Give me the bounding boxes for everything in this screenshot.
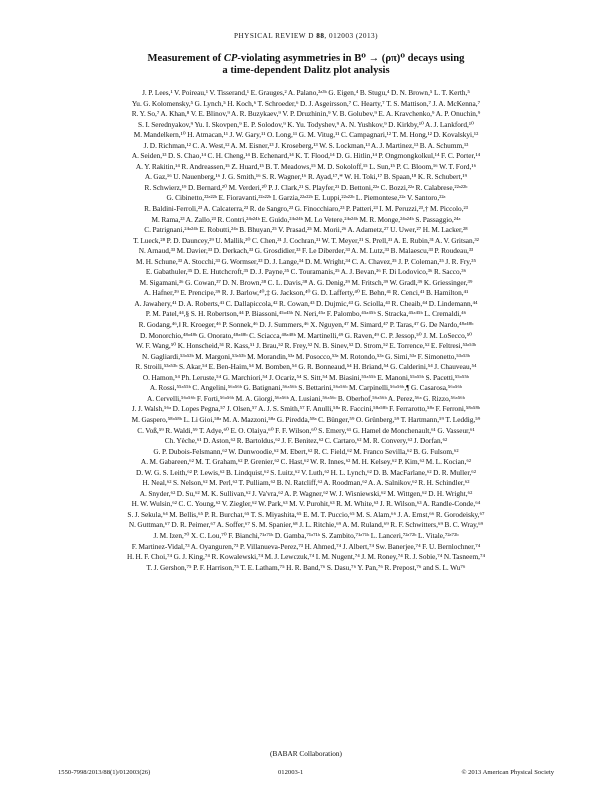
author-line: Yu. G. Kolomensky,⁵ G. Lynch,⁵ H. Koch,⁶ T. Schroeder,⁶ D. J. Asgeirsson,⁷ C. Hearty,⁷ T. S. Mattison,⁷ J. A. McKenna,⁷ <box>131 98 481 108</box>
page-number: 012003-1 <box>278 769 304 776</box>
author-line: M. H. Schune,³³ A. Stocchi,³³ G. Wormser,³³ D. J. Lange,³⁴ D. M. Wright,³⁴ C. A. Chavez,³⁵ J. P. Coleman,³⁵ J. R. Fry,³⁵ <box>135 256 477 266</box>
author-line: W. F. Wang,⁵⁰ K. Honscheid,⁵¹ R. Kass,⁵¹ J. Brau,⁵² R. Frey,⁵² N. B. Sinev,⁵² D. Strom,⁵² E. Torrence,⁵² E. Feltresi,⁵³ᵃ⁵³ᵇ <box>135 341 477 351</box>
title-decay: B⁰ → (ρπ)⁰ <box>354 53 405 64</box>
author-line: M. Mandelkern,¹⁰ H. Atmacan,¹¹ J. W. Gary,¹¹ O. Long,¹¹ G. M. Vitug,¹¹ C. Campagnari,¹² T. M. Hong,¹² D. Kovalskyi,¹² <box>133 130 479 140</box>
author-line: A. Jawahery,⁴¹ D. A. Roberts,⁴¹ C. Dallapiccola,⁴² R. Cowan,⁴³ D. Dujmic,⁴³ G. Sciolla,⁴³ R. Cheaib,⁴⁴ D. Lindemann,⁴⁴ <box>134 298 478 308</box>
copyright-notice: © 2013 American Physical Society <box>461 769 554 776</box>
author-line: Ch. Yèche,⁶¹ D. Aston,⁶² R. Bartoldus,⁶² J. F. Benitez,⁶² C. Cartaro,⁶² M. R. Convery,⁶² J. Dorfan,⁶² <box>164 436 448 446</box>
author-line: G. Cibinetto,²²ᵃ²²ᵇ E. Fioravanti,²²ᵃ²²ᵇ I. Garzia,²²ᵃ²²ᵇ E. Luppi,²²ᵃ²²ᵇ L. Piemontese,²²ᵃ V. Santoro,²²ᵃ <box>166 193 446 203</box>
article-ref: , 012003 (2013) <box>324 32 379 40</box>
paper-title <box>0 53 612 77</box>
title-line-1 <box>0 53 612 65</box>
title-cp: CP <box>223 53 238 64</box>
author-line: E. Gabathuler,³⁵ D. E. Hutchcroft,³⁵ D. J. Payne,³⁵ C. Touramanis,³⁵ A. J. Bevan,³⁶ F. Di Lodovico,³⁶ R. Sacco,³⁶ <box>145 267 467 277</box>
title-mid: -violating asymmetries in <box>237 53 355 64</box>
author-line: R. Godang,⁴⁶,‖ R. Kroeger,⁴⁶ P. Sonnek,⁴⁶ D. J. Summers,⁴⁶ X. Nguyen,⁴⁷ M. Simard,⁴⁷ P. Taras,⁴⁷ G. De Nardo,⁴⁸ᵃ⁴⁸ᵇ <box>138 320 474 330</box>
author-line: N. Gagliardi,⁵³ᵃ⁵³ᵇ M. Margoni,⁵³ᵃ⁵³ᵇ M. Morandin,⁵³ᵃ M. Posocco,⁵³ᵃ M. Rotondo,⁵³ᵃ G. Simi,⁵³ᵃ F. Simonetto,⁵³ᵃ⁵³ᵇ <box>142 351 470 361</box>
author-line: N. Arnaud,³³ M. Davier,³³ D. Derkach,³³ G. Grosdidier,³³ F. Le Diberder,³³ A. M. Lutz,³³ B. Malaescu,³³ P. Roudeau,³³ <box>138 246 474 256</box>
author-line: A. Snyder,⁶² D. Su,⁶² M. K. Sullivan,⁶² J. Va'vra,⁶² A. P. Wagner,⁶² W. J. Wisniewski,⁶² M. Wittgen,⁶² D. H. Wright,⁶² <box>139 488 473 498</box>
author-line: M. Sigamani,³⁶ G. Cowan,³⁷ D. N. Brown,³⁸ C. L. Davis,³⁸ A. G. Denig,³⁹ M. Fritsch,³⁹ W. Gradl,³⁹ K. Griessinger,³⁹ <box>139 277 473 287</box>
author-line: A. Rossi,⁵⁵ᵃ⁵⁵ᵇ C. Angelini,⁵⁶ᵃ⁵⁶ᵇ G. Batignani,⁵⁶ᵃ⁵⁶ᵇ S. Bettarini,⁵⁶ᵃ⁵⁶ᵇ M. Carpinelli,⁵⁶ᵃ⁵⁶ᵇ,¶ G. Casarosa,⁵⁶ᵃ⁵⁶ᵇ <box>149 383 463 393</box>
author-line: G. P. Dubois-Felsmann,⁶² W. Dunwoodie,⁶² M. Ebert,⁶² R. C. Field,⁶² M. Franco Sevilla,⁶² B. G. Fulsom,⁶² <box>153 446 459 456</box>
author-line: A. Cervelli,⁵⁶ᵃ⁵⁶ᵇ F. Forti,⁵⁶ᵃ⁵⁶ᵇ M. A. Giorgi,⁵⁶ᵃ⁵⁶ᵇ A. Lusiani,⁵⁶ᵃ⁵⁶ᶜ B. Oberhof,⁵⁶ᵃ⁵⁶ᵇ A. Perez,⁵⁶ᵃ G. Rizzo,⁵⁶ᵃ⁵⁶ᵇ <box>147 393 465 403</box>
author-line: A. M. Gabareen,⁶² M. T. Graham,⁶² P. Grenier,⁶² C. Hast,⁶² W. R. Innes,⁶² M. H. Kelsey,⁶² P. Kim,⁶² M. L. Kocian,⁶² <box>140 457 472 467</box>
author-line: R. Baldini-Ferroli,²³ A. Calcaterra,²³ R. de Sangro,²³ G. Finocchiaro,²³ P. Patteri,²³ I. M. Peruzzi,²³,† M. Piccolo,²³ <box>144 204 468 214</box>
collaboration-name: (BABAR Collaboration) <box>270 749 342 758</box>
author-line: H. W. Wulsin,⁶² C. C. Young,⁶² V. Ziegler,⁶² W. Park,⁶³ M. V. Purohit,⁶³ R. M. White,⁶³ J. R. Wilson,⁶³ A. Randle-Conde,⁶⁴ <box>131 499 481 509</box>
author-line: A. Hafner,³⁹ E. Prencipe,³⁹ R. J. Barlow,⁴⁰,‡ G. Jackson,⁴⁰ G. D. Lafferty,⁴⁰ E. Behn,⁴¹ R. Cenci,⁴¹ B. Hamilton,⁴¹ <box>143 288 469 298</box>
title-prefix: Measurement of <box>147 53 224 64</box>
author-line: O. Hamon,⁵⁴ Ph. Leruste,⁵⁴ G. Marchiori,⁵⁴ J. Ocariz,⁵⁴ S. Sitt,⁵⁴ M. Biasini,⁵⁵ᵃ⁵⁵ᵇ E. Manoni,⁵⁵ᵃ⁵⁵ᵇ S. Pacetti,⁵⁵ᵃ⁵⁵ᵇ <box>142 372 470 382</box>
author-line: M. Gaspero,⁵⁸ᵃ⁵⁸ᵇ L. Li Gioi,⁵⁸ᵃ M. A. Mazzoni,⁵⁸ᵃ G. Piredda,⁵⁸ᵃ C. Bünger,⁵⁹ O. Grünberg,⁵⁹ T. Hartmann,⁵⁹ T. Leddig,⁵⁹ <box>131 414 481 424</box>
author-line: F. Martinez-Vidal,⁷³ A. Oyanguren,⁷³ P. Villanueva-Perez,⁷³ H. Ahmed,⁷⁴ J. Albert,⁷⁴ Sw. Banerjee,⁷⁴ F. U. Bernlochner,⁷⁴ <box>131 541 481 551</box>
author-line: N. Guttman,⁶⁷ D. R. Peimer,⁶⁷ A. Soffer,⁶⁷ S. M. Spanier,⁶⁸ J. L. Ritchie,⁶⁹ A. M. Ruland,⁶⁹ R. F. Schwitters,⁶⁹ B. C. Wray,⁶⁹ <box>128 520 484 530</box>
author-line: H. Neal,⁶² S. Nelson,⁶² M. Perl,⁶² T. Pulliam,⁶² B. N. Ratcliff,⁶² A. Roodman,⁶² A. A. Salnikov,⁶² R. H. Schindler,⁶² <box>142 478 470 488</box>
author-line: J. D. Richman,¹² C. A. West,¹² A. M. Eisner,¹³ J. Kroseberg,¹³ W. S. Lockman,¹³ A. J. Martinez,¹³ B. A. Schumm,¹³ <box>143 140 469 150</box>
title-line-2: a time-dependent Dalitz plot analysis <box>222 65 390 76</box>
author-line: J. P. Lees,¹ V. Poireau,¹ V. Tisserand,¹ E. Grauges,² A. Palano,³ᵃ³ᵇ G. Eigen,⁴ B. Stugu,⁴ D. N. Brown,⁵ L. T. Kerth,⁵ <box>142 88 470 97</box>
author-line: A. Seiden,¹³ D. S. Chao,¹⁴ C. H. Cheng,¹⁴ B. Echenard,¹⁴ K. T. Flood,¹⁴ D. G. Hitlin,¹⁴ P. Ongmongkolkul,¹⁴ F. C. Porter,¹⁴ <box>131 151 481 161</box>
author-line: D. Monorchio,⁴⁸ᵃ⁴⁸ᵇ G. Onorato,⁴⁸ᵃ⁴⁸ᵇ C. Sciacca,⁴⁸ᵃ⁴⁸ᵇ M. Martinelli,⁴⁹ G. Raven,⁴⁹ C. P. Jessop,⁵⁰ J. M. LoSecco,⁵⁰ <box>139 330 473 340</box>
journal-name: PHYSICAL REVIEW D <box>233 32 314 40</box>
author-line: T. Lueck,²⁸ P. D. Dauncey,²⁹ U. Mallik,³⁰ C. Chen,³¹ J. Cochran,³¹ W. T. Meyer,³¹ S. Prell,³¹ A. E. Rubin,³¹ A. V. Gritsan,³² <box>133 235 479 245</box>
author-line: R. Schwierz,¹⁹ D. Bernard,²⁰ M. Verderi,²⁰ P. J. Clark,²¹ S. Playfer,²¹ D. Bettoni,²²ᵃ C. Bozzi,²²ᵃ R. Calabrese,²²ᵃ²²ᵇ <box>144 182 468 192</box>
author-line: J. M. Izen,⁷⁰ X. C. Lou,⁷⁰ F. Bianchi,⁷¹ᵃ⁷¹ᵇ D. Gamba,⁷¹ᵃ⁷¹ᵇ S. Zambito,⁷¹ᵃ⁷¹ᵇ L. Lanceri,⁷²ᵃ⁷²ᵇ L. Vitale,⁷²ᵃ⁷²ᵇ <box>153 530 459 540</box>
title-suffix: decays using <box>404 53 465 64</box>
author-line: C. Voß,⁵⁹ R. Waldi,⁵⁹ T. Adye,⁶⁰ E. O. Olaiya,⁶⁰ F. F. Wilson,⁶⁰ S. Emery,⁶¹ G. Hamel de Monchenault,⁶¹ G. Vasseur,⁶¹ <box>137 425 475 435</box>
journal-volume: 88 <box>316 32 325 40</box>
author-line: R. Y. So,⁷ A. Khan,⁸ V. E. Blinov,⁹ A. R. Buzykaev,⁹ V. P. Druzhinin,⁹ V. B. Golubev,⁹ E. A. Kravchenko,⁹ A. P. Onuchin,⁹ <box>131 109 481 119</box>
journal-header <box>0 32 612 40</box>
author-line: R. Stroili,⁵³ᵃ⁵³ᵇ S. Akar,⁵⁴ E. Ben-Haim,⁵⁴ M. Bomben,⁵⁴ G. R. Bonneaud,⁵⁴ H. Briand,⁵⁴ G. Calderini,⁵⁴ J. Chauveau,⁵⁴ <box>135 362 477 372</box>
author-line: M. Rama,²³ A. Zallo,²³ R. Contri,²⁴ᵃ²⁴ᵇ E. Guido,²⁴ᵃ²⁴ᵇ M. Lo Vetere,²⁴ᵃ²⁴ᵇ M. R. Monge,²⁴ᵃ²⁴ᵇ S. Passaggio,²⁴ᵃ <box>151 214 461 224</box>
author-line: H. H. F. Choi,⁷⁴ G. J. King,⁷⁴ R. Kowalewski,⁷⁴ M. J. Lewczuk,⁷⁴ I. M. Nugent,⁷⁴ J. M. Roney,⁷⁴ R. J. Sobie,⁷⁴ N. Tasneem,⁷⁴ <box>126 552 486 562</box>
author-list <box>58 88 554 573</box>
author-line: T. J. Gershon,⁷⁵ P. F. Harrison,⁷⁵ T. E. Latham,⁷⁵ H. R. Band,⁷⁶ S. Dasu,⁷⁶ Y. Pan,⁷⁶ R. Prepost,⁷⁶ and S. L. Wu⁷⁶ <box>146 562 466 572</box>
issn-code: 1550-7998/2013/88(1)/012003(26) <box>58 769 151 776</box>
author-line: A. Y. Rakitin,¹⁴ R. Andreassen,¹⁵ Z. Huard,¹⁵ B. T. Meadows,¹⁵ M. D. Sokoloff,¹⁵ L. Sun,¹⁵ P. C. Bloom,¹⁶ W. T. Ford,¹⁶ <box>135 161 477 171</box>
author-line: C. Patrignani,²⁴ᵃ²⁴ᵇ E. Robutti,²⁴ᵃ B. Bhuyan,²⁵ V. Prasad,²⁵ M. Morii,²⁶ A. Adametz,²⁷ U. Uwer,²⁷ H. M. Lacker,²⁸ <box>144 225 468 235</box>
author-line: A. Gaz,¹⁶ U. Nauenberg,¹⁶ J. G. Smith,¹⁶ S. R. Wagner,¹⁶ R. Ayad,¹⁷,* W. H. Toki,¹⁷ B. Spaan,¹⁸ K. R. Schubert,¹⁹ <box>144 172 468 182</box>
author-line: P. M. Patel,⁴⁴,§ S. H. Robertson,⁴⁴ P. Biassoni,⁴⁵ᵃ⁴⁵ᵇ N. Neri,⁴⁵ᵃ F. Palombo,⁴⁵ᵃ⁴⁵ᵇ S. Stracka,⁴⁵ᵃ⁴⁵ᵇ L. Cremaldi,⁴⁶ <box>145 309 467 319</box>
author-line: S. I. Serednyakov,⁹ Yu. I. Skovpen,⁹ E. P. Solodov,⁹ K. Yu. Todyshev,⁹ A. N. Yushkov,⁹ D. Kirkby,¹⁰ A. J. Lankford,¹⁰ <box>138 119 474 129</box>
author-line: S. J. Sekula,⁶⁴ M. Bellis,⁶⁵ P. R. Burchat,⁶⁵ T. S. Miyashita,⁶⁵ E. M. T. Puccio,⁶⁵ M. S. Alam,⁶⁶ J. A. Ernst,⁶⁶ R. Gorodeisky,⁶⁷ <box>127 509 485 519</box>
author-line: D. W. G. S. Leith,⁶² P. Lewis,⁶² B. Lindquist,⁶² S. Luitz,⁶² V. Luth,⁶² H. L. Lynch,⁶² D. B. MacFarlane,⁶² D. R. Muller,⁶² <box>135 467 477 477</box>
author-line: J. J. Walsh,⁵⁶ᵃ D. Lopes Pegna,⁵⁷ J. Olsen,⁵⁷ A. J. S. Smith,⁵⁷ F. Anulli,⁵⁸ᵃ R. Faccini,⁵⁸ᵃ⁵⁸ᵇ F. Ferrarotto,⁵⁸ᵃ F. Ferroni,⁵⁸ᵃ⁵⁸ᵇ <box>131 404 481 414</box>
